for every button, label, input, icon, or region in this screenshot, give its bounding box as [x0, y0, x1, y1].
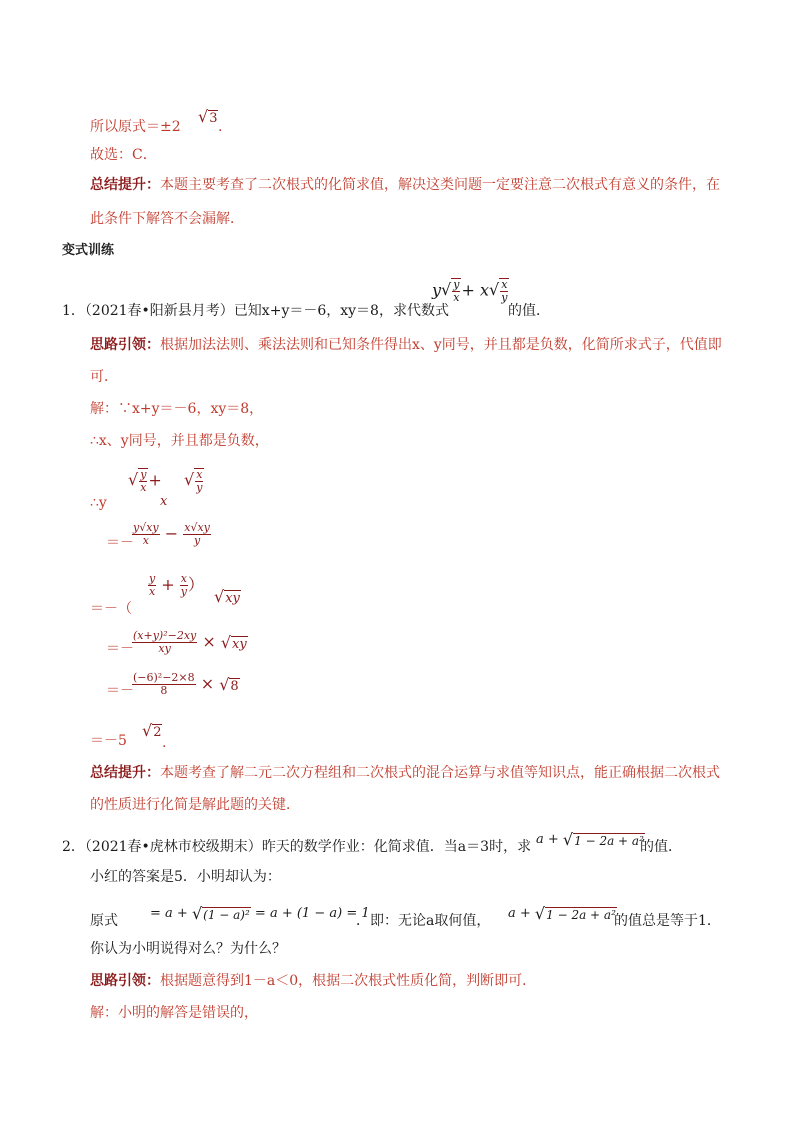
q2-hint-label: 思路引领： — [90, 973, 160, 989]
q1-step6-prefix: ＝－5 — [90, 733, 127, 749]
summary-text-continued: 此条件下解答不会漏解． — [90, 211, 244, 227]
q1-summary-paragraph — [90, 764, 720, 782]
result-period: . — [218, 119, 223, 135]
q2-line-3-end: 的值总是等于1． — [614, 913, 721, 929]
q2-expression-repeat: a + √1 − 2a + a² — [508, 904, 616, 923]
q1-step1-x: x — [160, 494, 168, 509]
q2-stem-text: 昨天的数学作业：化简求值．当a＝3时，求 — [261, 839, 532, 855]
q1-summary-continued: 的性质进行化简是解此题的关键． — [90, 797, 300, 813]
q2-source: （2021春•虎林市校级期末） — [84, 839, 262, 855]
q2-line-3-prefix: 原式 — [90, 913, 118, 929]
q1-hint-text: 根据加法法则、乘法法则和已知条件得出x、y同号，并且都是负数，化简所求式子，代值即 — [160, 337, 722, 353]
result-text: 所以原式＝±2 — [90, 119, 181, 135]
q1-step1-prefix: ∴y — [90, 495, 107, 511]
q2-hint-paragraph — [90, 972, 536, 990]
q1-step3-prefix: ＝－（ — [90, 601, 132, 617]
q2-stem — [62, 838, 531, 856]
q2-xiaoming-expression: = a + √(1 − a)² = a + (1 − a) = 1 — [150, 904, 370, 923]
q1-step1-radical: √ $\frac{x}{y}$ — [184, 468, 203, 494]
q1-hint-label: 思路引领： — [90, 337, 160, 353]
q2-line-2: 小红的答案是5．小明却认为： — [90, 869, 281, 885]
q1-step5-prefix: ＝－ — [106, 683, 134, 699]
q1-step1-expression: √ $\frac{y}{x}$ + — [128, 468, 162, 494]
q1-step4-expression: $\frac{\text{(x+y)²−2xy}}{xy}$ × √xy — [133, 629, 247, 655]
q1-hint-continued: 可． — [90, 369, 118, 385]
q2-number: 2． — [62, 839, 85, 855]
q2-stem-end: 的值． — [640, 839, 682, 855]
sqrt3-radical: √3 — [198, 107, 218, 126]
q1-summary-text: 本题考查了解二元二次方程组和二次根式的混合运算与求值等知识点，能正确根据二次根式 — [160, 765, 720, 781]
q1-step4-prefix: ＝－ — [106, 641, 134, 657]
q1-solution-line-2: ∴x、y同号，并且都是负数， — [90, 433, 269, 449]
q1-step6-end: . — [162, 735, 167, 751]
q1-step6-radical: √2 — [142, 721, 162, 740]
q1-expression: y√ $\frac{y}{x}$ + x√ $\frac{x}{y}$ — [432, 278, 508, 304]
q1-source: （2021春•阳新县月考） — [84, 303, 234, 319]
q1-step5-expression: $\frac{\text{(−6)²−2×8}}{8}$ × √8 — [133, 671, 239, 697]
q1-step3-expression: $\frac{y}{x}$ + $\frac{x}{y}$ ） — [149, 572, 205, 598]
q1-step2-prefix: ＝－ — [106, 535, 134, 551]
q1-stem-end: 的值． — [508, 303, 550, 319]
q1-summary-label: 总结提升： — [90, 765, 160, 781]
line-therefore-result — [90, 118, 181, 136]
q1-number: 1． — [62, 303, 85, 319]
section-title: 变式训练 — [62, 243, 115, 258]
q2-expression: a + √1 − 2a + a² — [536, 830, 644, 849]
q1-step2-expression: $\frac{y√xy}{x}$ − $\frac{x√xy}{y}$ — [133, 521, 210, 547]
q2-line-4: 你认为小明说得对么？为什么？ — [90, 941, 286, 957]
q1-solution-line-1: 解：∵x+y＝－6，xy＝8， — [90, 401, 264, 417]
q2-line-3-mid: ．即：无论a取何值， — [356, 913, 491, 929]
summary-label: 总结提升： — [90, 177, 160, 193]
summary-paragraph-1 — [90, 176, 720, 194]
q1-hint-paragraph — [90, 336, 722, 354]
q1-step3-radical: √xy — [214, 587, 240, 606]
q1-stem-text: 已知x+y＝－6，xy＝8，求代数式 — [233, 303, 449, 319]
q2-hint-text: 根据题意得到1－a＜0，根据二次根式性质化简，判断即可． — [160, 973, 537, 989]
answer-choice: 故选：C． — [90, 147, 157, 163]
q1-stem — [62, 302, 449, 320]
q2-solution-line: 解：小明的解答是错误的， — [90, 1005, 258, 1021]
summary-text: 本题主要考查了二次根式的化简求值，解决这类问题一定要注意二次根式有意义的条件，在 — [160, 177, 720, 193]
